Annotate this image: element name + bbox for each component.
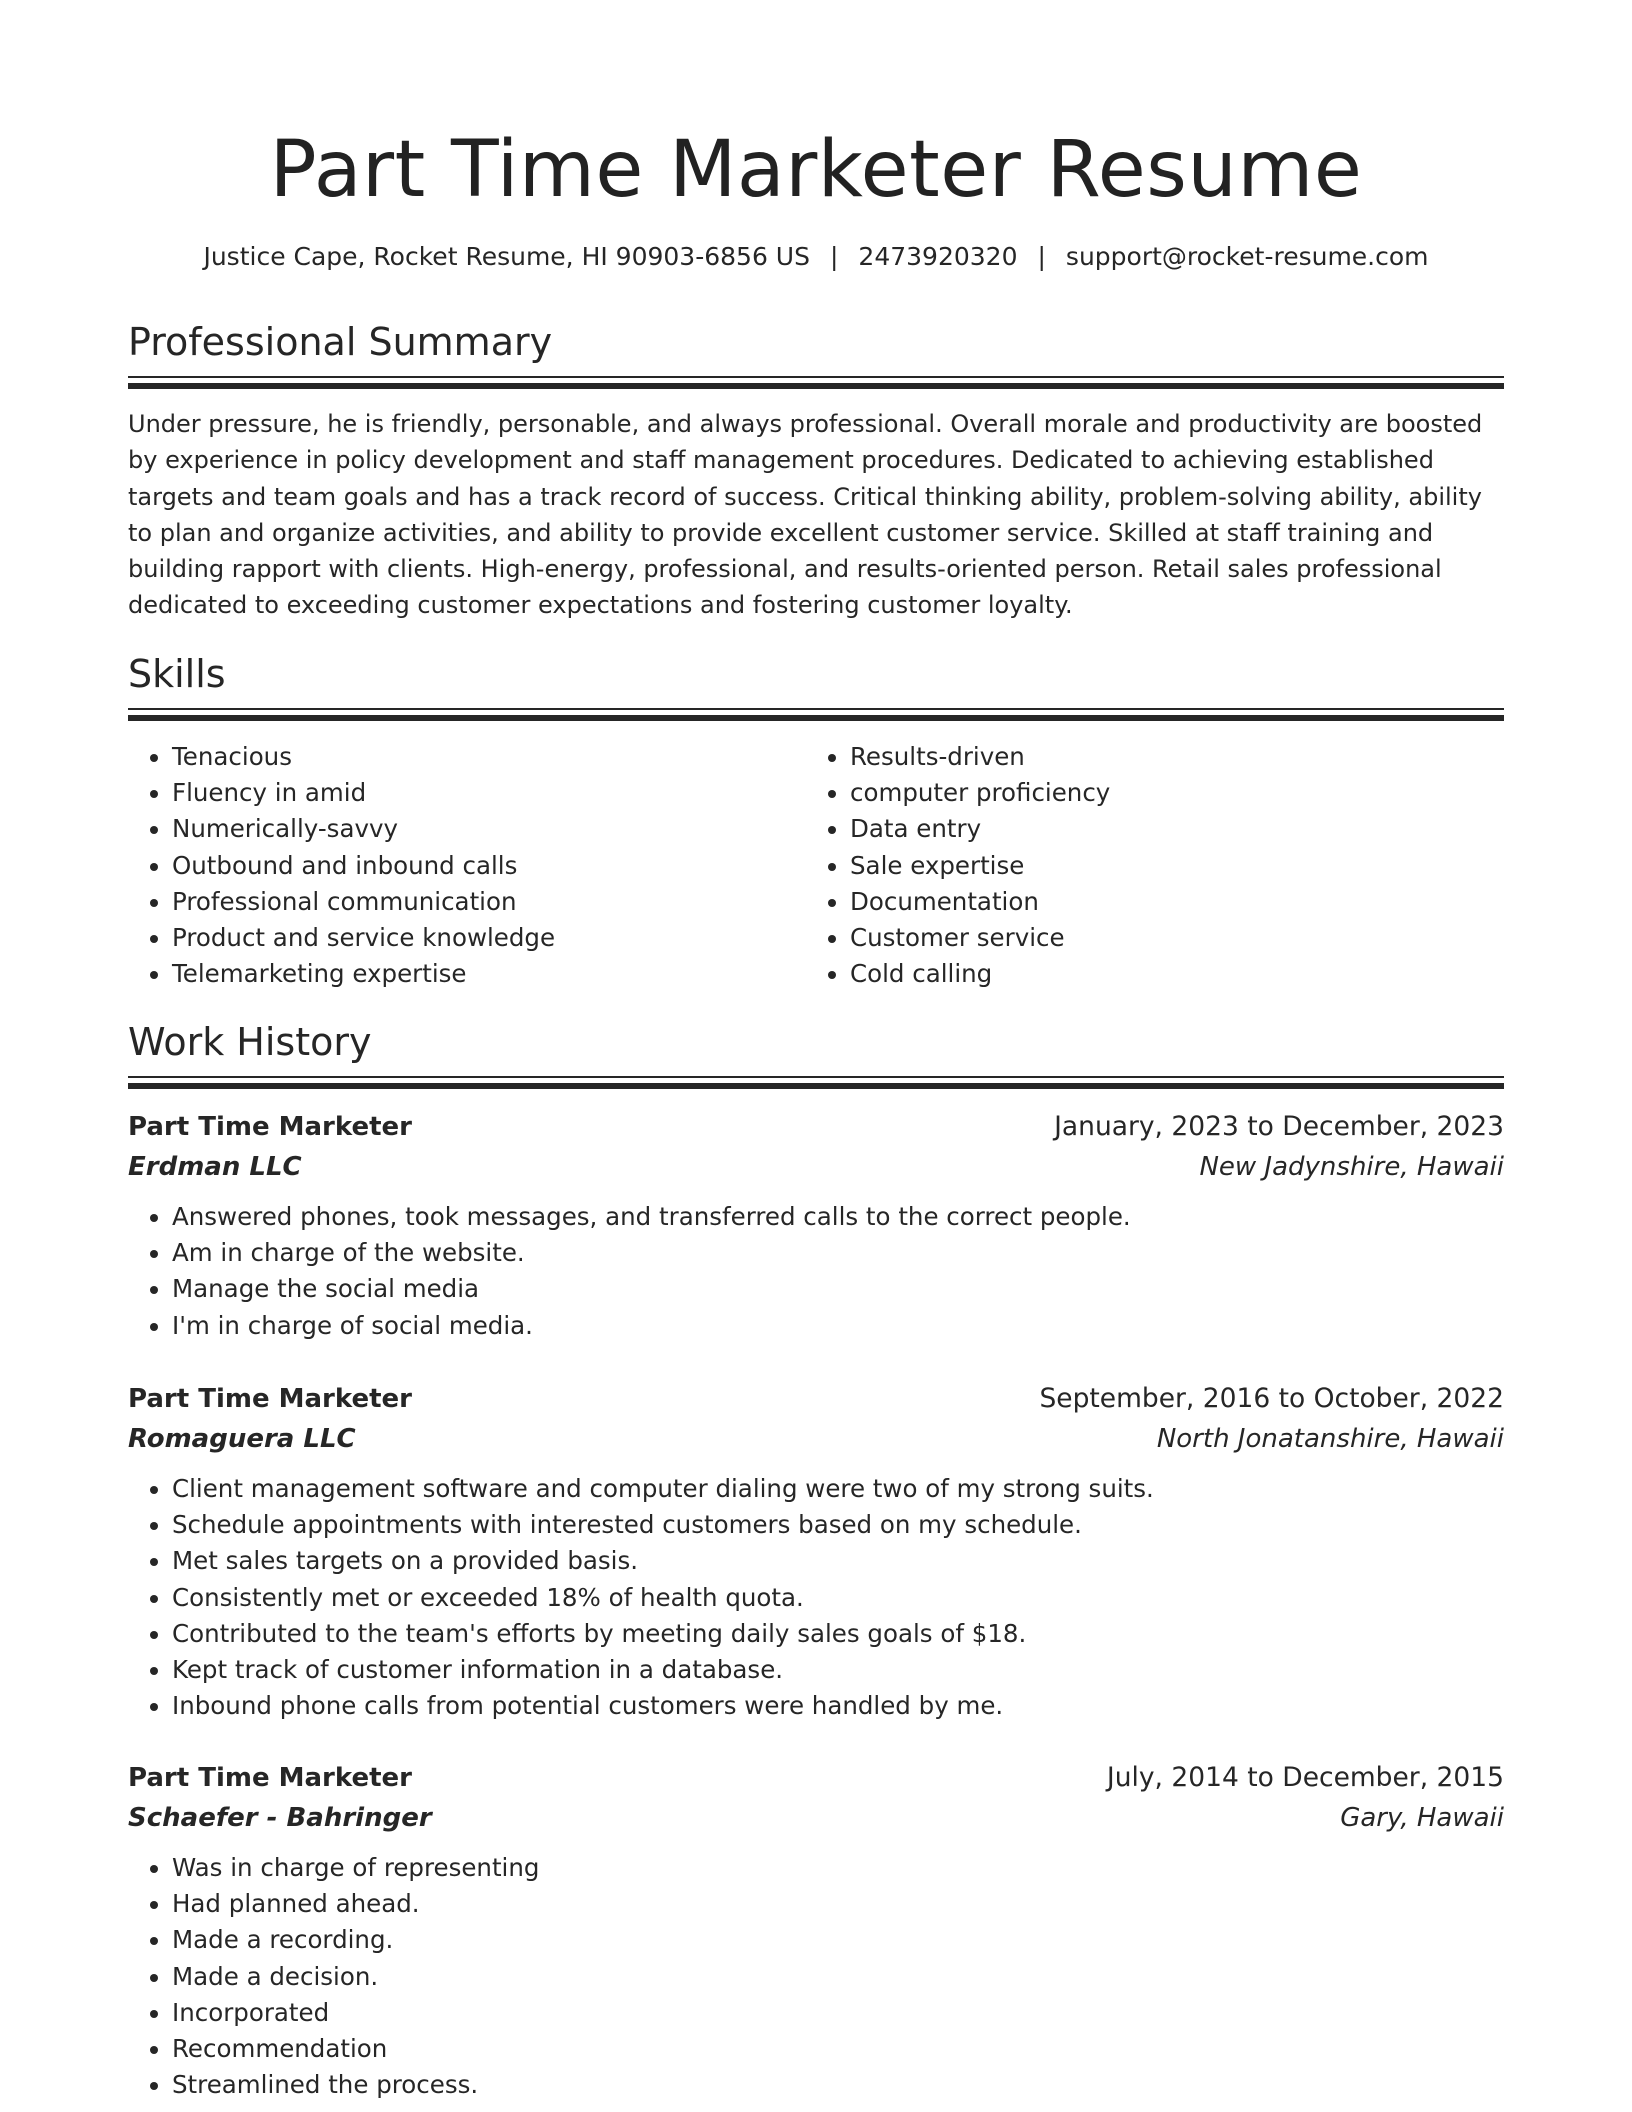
list-item: • Numerically-savvy xyxy=(172,811,555,847)
list-item: • computer proficiency xyxy=(850,775,1110,811)
list-item: • Tenacious xyxy=(172,739,555,775)
job-dates: July, 2014 to December, 2015 xyxy=(1106,1762,1504,1793)
list-item: • Consistently met or exceeded 18% of health quota. xyxy=(172,1580,1504,1616)
summary-rule xyxy=(128,376,1504,389)
job-dates: January, 2023 to December, 2023 xyxy=(1054,1111,1504,1142)
list-item: • Made a recording. xyxy=(172,1922,1504,1958)
job-title: Part Time Marketer xyxy=(128,1384,412,1414)
job-bullets xyxy=(128,1850,1504,2103)
skills-rule xyxy=(128,708,1504,721)
summary-text: Under pressure, he is friendly, personable, and always professional. Overall morale and productivity are boosted by experience in policy development and staff management procedures. Dedicated to achieving established targets and team goals and has a track record of success. Critical thinking ability, problem-solving ability, ability to plan and organize activities, and ability to provide excellent customer service. Skilled at staff training and building rapport with clients. High-energy, professional, and results-oriented person. Retail sales professional dedicated to exceeding customer expectations and fostering customer loyalty. xyxy=(128,410,1483,620)
list-item: • Documentation xyxy=(850,884,1110,920)
contact-email[interactable]: support@rocket-resume.com xyxy=(1065,242,1429,271)
list-item: • Am in charge of the website. xyxy=(172,1235,1504,1271)
contact-separator: | xyxy=(829,242,839,271)
list-item: • Data entry xyxy=(850,811,1110,847)
contact-address: Justice Cape, Rocket Resume, HI 90903-6856 US xyxy=(203,242,810,271)
contact-separator: | xyxy=(1037,242,1046,271)
work-heading: Work History xyxy=(128,1020,372,1064)
list-item: • Contributed to the team's efforts by meeting daily sales goals of $18. xyxy=(172,1616,1504,1652)
job-company: Schaefer - Bahringer xyxy=(128,1803,432,1833)
list-item: • Outbound and inbound calls xyxy=(172,848,555,884)
job-location: North Jonatanshire, Hawaii xyxy=(1156,1424,1504,1454)
list-item: • Answered phones, took messages, and transferred calls to the correct people. xyxy=(172,1199,1504,1235)
list-item: • Client management software and computer dialing were two of my strong suits. xyxy=(172,1471,1504,1507)
job-bullets xyxy=(128,1199,1504,1344)
skills-column-right xyxy=(806,739,1110,992)
list-item: • Met sales targets on a provided basis. xyxy=(172,1543,1504,1579)
list-item: • Schedule appointments with interested customers based on my schedule. xyxy=(172,1507,1504,1543)
list-item: • Had planned ahead. xyxy=(172,1886,1504,1922)
list-item: • Manage the social media xyxy=(172,1271,1504,1307)
list-item: • Fluency in amid xyxy=(172,775,555,811)
list-item: • Was in charge of representing xyxy=(172,1850,1504,1886)
job-entry xyxy=(128,1107,1504,1344)
job-company: Romaguera LLC xyxy=(128,1424,356,1454)
list-item: • I'm in charge of social media. xyxy=(172,1308,1504,1344)
list-item: • Sale expertise xyxy=(850,848,1110,884)
contact-line xyxy=(128,240,1504,274)
list-item: • Inbound phone calls from potential customers were handled by me. xyxy=(172,1688,1504,1724)
list-item: • Recommendation xyxy=(172,2031,1504,2067)
list-item: • Streamlined the process. xyxy=(172,2067,1504,2103)
job-company: Erdman LLC xyxy=(128,1152,302,1182)
list-item: • Product and service knowledge xyxy=(172,920,555,956)
skills-heading: Skills xyxy=(128,652,226,696)
list-item: • Customer service xyxy=(850,920,1110,956)
job-dates: September, 2016 to October, 2022 xyxy=(1039,1383,1504,1414)
skills-column-left xyxy=(128,739,555,992)
list-item: • Made a decision. xyxy=(172,1959,1504,1995)
list-item: • Professional communication xyxy=(172,884,555,920)
list-item: • Incorporated xyxy=(172,1995,1504,2031)
job-title: Part Time Marketer xyxy=(128,1763,412,1793)
resume-title: Part Time Marketer Resume xyxy=(269,125,1363,215)
list-item: • Kept track of customer information in a database. xyxy=(172,1652,1504,1688)
list-item: • Telemarketing expertise xyxy=(172,956,555,992)
job-title: Part Time Marketer xyxy=(128,1112,412,1142)
job-location: New Jadynshire, Hawaii xyxy=(1199,1152,1504,1182)
job-entry xyxy=(128,1379,1504,1724)
summary-heading: Professional Summary xyxy=(128,320,553,364)
contact-phone: 2473920320 xyxy=(858,242,1018,271)
job-entry xyxy=(128,1758,1504,2103)
list-item: • Cold calling xyxy=(850,956,1110,992)
work-rule xyxy=(128,1076,1504,1089)
job-location: Gary, Hawaii xyxy=(1340,1803,1504,1833)
list-item: • Results-driven xyxy=(850,739,1110,775)
job-bullets xyxy=(128,1471,1504,1724)
